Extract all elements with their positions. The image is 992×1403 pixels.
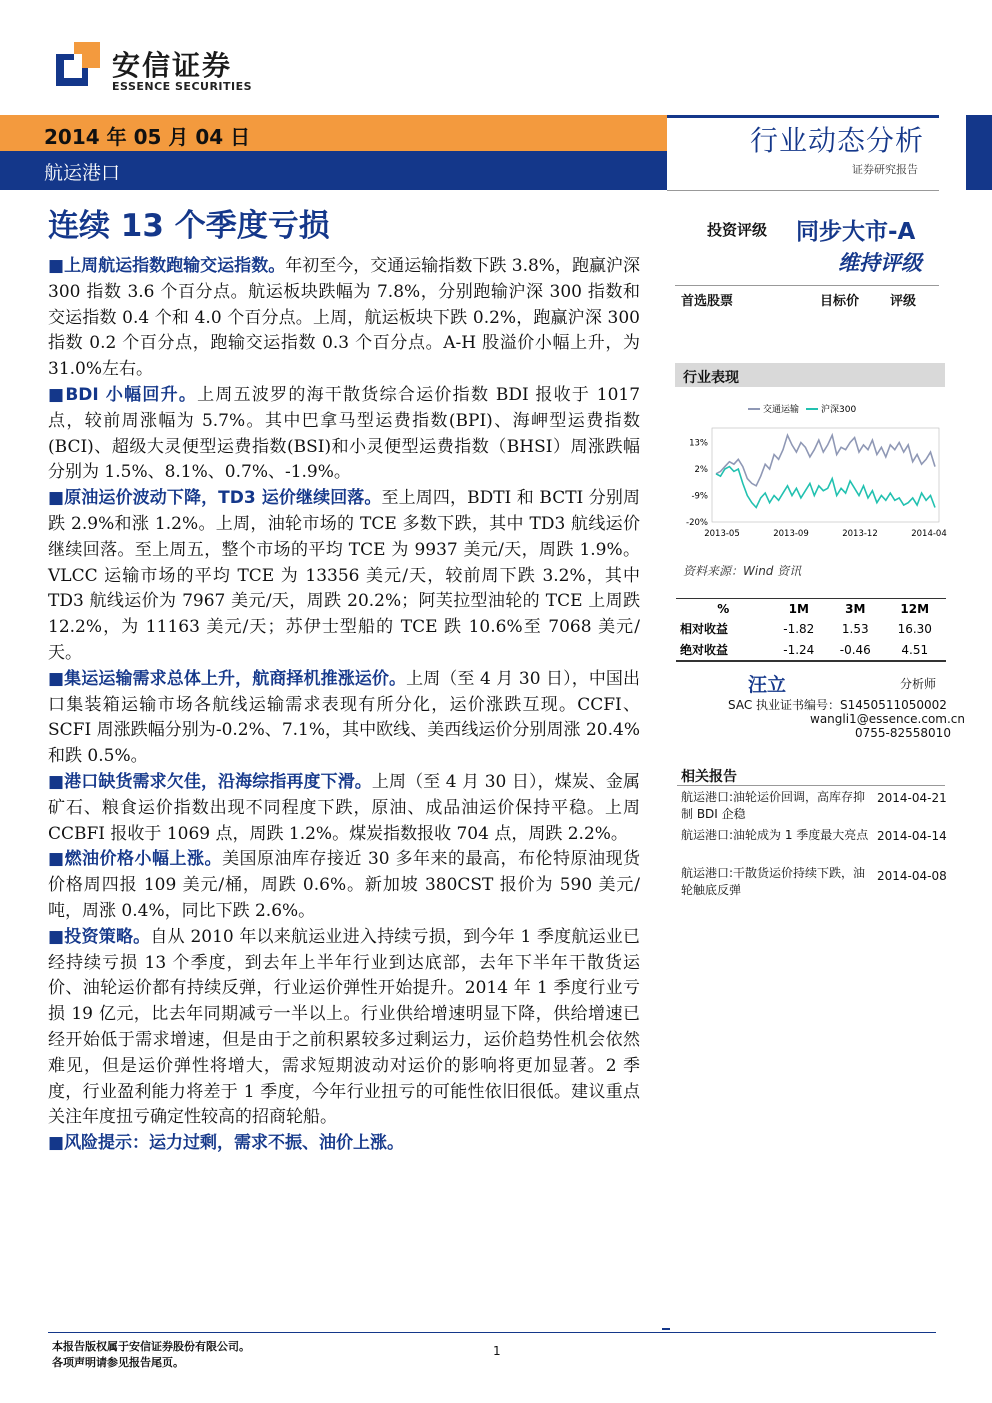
chart-source: 资料来源：Wind 资讯 xyxy=(683,564,802,578)
related-report-link[interactable]: 航运港口:油轮成为 1 季度最大亮点 xyxy=(681,828,869,842)
picks-header-target: 目标价 xyxy=(820,294,860,309)
analyst-email: wangli1@essence.com.cn xyxy=(810,712,966,726)
analyst-sac-number: SAC 执业证书编号：S1450511050002 xyxy=(728,698,947,712)
related-divider xyxy=(677,785,945,786)
report-type: 行业动态分析 xyxy=(750,124,925,157)
table-cell: -1.82 xyxy=(783,621,815,636)
logo-name-cn: 安信证券 xyxy=(112,49,233,82)
report-date: 2014 年 05 月 04 日 xyxy=(44,125,251,149)
related-report-date: 2014-04-14 xyxy=(877,829,947,843)
paragraph: ■燃油价格小幅上涨。美国原油库存接近 30 多年来的最高，布伦特原油现货价格周四报 109 美元/桶，周跌 0.6%。新加坡 380CST 报价为 590 美元/吨，周涨 0.4%，同比下跌 2.6%。 xyxy=(48,849,640,921)
x-tick-label: 2013-12 xyxy=(842,529,878,539)
performance-chart xyxy=(678,392,947,550)
paragraph: ■投资策略。自从 2010 年以来航运业进入持续亏损，到今年 1 季度航运业已经持续亏损 13 个季度，到去年上半年行业到达底部，去年下半年干散货运价、油轮运价都有持续反弹，行业运价弹性开始提升。2014 年 1 季度行业亏损 19 亿元，比去年同期减亏一半以上。行业供给增速明显下降，供给增速已经开始低于需求增速，但是由于之前积累较多过剩运力，运价趋势性机会依然难见，但是运价弹性将增大，需求短期波动对运价的影响将更加显著。2 季度，行业盈利能力将差于 1 季度，今年行业扭亏的可能性依旧很低。建议重点关注年度扭亏确定性较高的招商轮船。 xyxy=(48,926,641,1128)
footer-copyright: 本报告版权属于安信证券股份有限公司。 xyxy=(52,1340,250,1353)
legend-label-1: 交通运输 xyxy=(763,405,800,415)
table-cell: 4.51 xyxy=(901,642,929,657)
related-report-date: 2014-04-08 xyxy=(877,869,947,883)
related-report-date: 2014-04-21 xyxy=(877,791,947,805)
analyst-name: 汪立 xyxy=(748,674,787,696)
analyst-role: 分析师 xyxy=(900,677,937,691)
paragraph: ■原油运价波动下降，TD3 运价继续回落。至上周四，BDTI 和 BCTI 分别周跌 2.9%和涨 1.2%。上周，油轮市场的 TCE 多数下跌，其中 TD3 航线运价继续回落。至上周五，整个市场的平均 TCE 为 9937 美元/天，周跌 1.9%。VLCC 运输市场的平均 TCE 为 13356 美元/天，较前周下跌 3.2%，其中 TD3 航线运价为 7967 美元/天，周跌 20.2%；阿芙拉型油轮的 TCE 上周跌 12.2%，为 11163 美元/天；苏伊士型船的 TCE 跌 10.6%至 7068 美元/天。 xyxy=(48,488,641,663)
row-label: 相对收益 xyxy=(680,622,729,636)
chart-legend xyxy=(748,403,856,415)
rating-label: 投资评级 xyxy=(707,221,768,239)
paragraph: ■上周航运指数跑输交运指数。年初至今，交通运输指数下跌 3.8%，跑赢沪深 300 指数 3.6 个百分点。航运板块跌幅为 7.8%，分别跑输沪深 300 指数和交运指数 0.4 个和 4.0 个百分点。上周，航运板块下跌 0.2%，跑赢沪深 300 指数 0.2 个百分点，跑输交运指数 0.3 个百分点。A-H 股溢价小幅上升，为 31.0%左右。 xyxy=(48,256,641,380)
paragraph: ■BDI 小幅回升。上周五波罗的海干散货综合运价指数 BDI 报收于 1017 点，较前周涨幅为 5.7%。其中巴拿马型运费指数(BPI)、海岬型运费指数(BCI)、超级大灵便型运费指数(BSI)和小灵便型运费指数（BHSI）周涨跌幅分别为 1.5%、8.1%、0.7%、-1.9%。 xyxy=(48,384,641,483)
table-row xyxy=(676,639,946,661)
series-line-2 xyxy=(716,467,935,508)
paragraph: ■风险提示：运力过剩，需求不振、油价上涨。 xyxy=(48,1133,405,1154)
sector-label: 航运港口 xyxy=(44,162,121,184)
performance-title: 行业表现 xyxy=(683,370,739,386)
related-report-link[interactable]: 航运港口:干散货运价持续下跌，油轮触底反弹 xyxy=(681,866,866,897)
picks-header-grade: 评级 xyxy=(890,294,917,309)
performance-table xyxy=(676,598,946,662)
table-cell: 1.53 xyxy=(841,621,869,636)
footer-disclaimer: 各项声明请参见报告尾页。 xyxy=(52,1356,184,1369)
x-tick-label: 2013-05 xyxy=(704,529,740,539)
y-tick-label: -20% xyxy=(686,518,708,528)
x-tick-label: 2014-04 xyxy=(911,529,947,539)
table-header: 3M xyxy=(827,599,883,619)
header-rule xyxy=(667,115,939,118)
header-side-strip xyxy=(966,115,992,190)
y-tick-label: 13% xyxy=(689,438,708,449)
report-body xyxy=(48,254,640,1157)
footer-rule xyxy=(48,1332,936,1333)
related-report-link[interactable]: 航运港口:油轮运价回调，高库存抑制 BDI 企稳 xyxy=(681,790,866,821)
y-tick-label: -9% xyxy=(691,491,708,502)
table-header: 12M xyxy=(884,599,947,619)
table-header: % xyxy=(676,599,771,619)
paragraph: ■港口缺货需求欠佳，沿海综指再度下滑。上周（至 4 月 30 日），煤炭、金属矿石、粮食运价指数出现不同程度下跌，原油、成品油运价保持平稳。上周 CCBFI 报收于 1069 点，周跌 1.2%。煤炭指数报收 704 点，周跌 2.2%。 xyxy=(48,771,641,844)
footer-mark xyxy=(662,1328,670,1330)
picks-header-stock: 首选股票 xyxy=(681,294,734,309)
analyst-phone: 0755-82558010 xyxy=(855,726,951,740)
series-line-1 xyxy=(716,435,935,486)
related-reports-title: 相关报告 xyxy=(681,769,737,785)
logo-icon xyxy=(56,42,100,86)
table-row xyxy=(676,618,946,639)
rating-divider xyxy=(675,285,939,286)
report-subtitle: 证券研究报告 xyxy=(852,163,918,176)
x-tick-label: 2013-09 xyxy=(773,529,809,539)
table-cell: -1.24 xyxy=(783,642,815,657)
y-tick-label: 2% xyxy=(694,464,708,475)
table-header-row xyxy=(676,599,946,619)
table-cell: 16.30 xyxy=(897,621,932,636)
logo-name-en: ESSENCE SECURITIES xyxy=(112,80,253,93)
table-header: 1M xyxy=(771,599,827,619)
rating-maintain: 维持评级 xyxy=(838,251,922,275)
row-label: 绝对收益 xyxy=(680,643,729,657)
header-rule-2 xyxy=(667,190,939,191)
rating-value: 同步大市-A xyxy=(796,219,916,245)
table-cell: -0.46 xyxy=(839,642,871,657)
paragraph: ■集运运输需求总体上升，航商择机推涨运价。上周（至 4 月 30 日），中国出口集装箱运输市场各航线运输需求表现有所分化，运价涨跌互现。CCFI、SCFI 周涨跌幅分别为-0.2%、7.1%，其中欧线、美西线运价分别周涨 20.4%和跌 0.5%。 xyxy=(48,668,641,767)
legend-label-2: 沪深300 xyxy=(821,405,857,415)
page-number: 1 xyxy=(493,1344,501,1358)
page-title: 连续 13 个季度亏损 xyxy=(48,208,330,244)
